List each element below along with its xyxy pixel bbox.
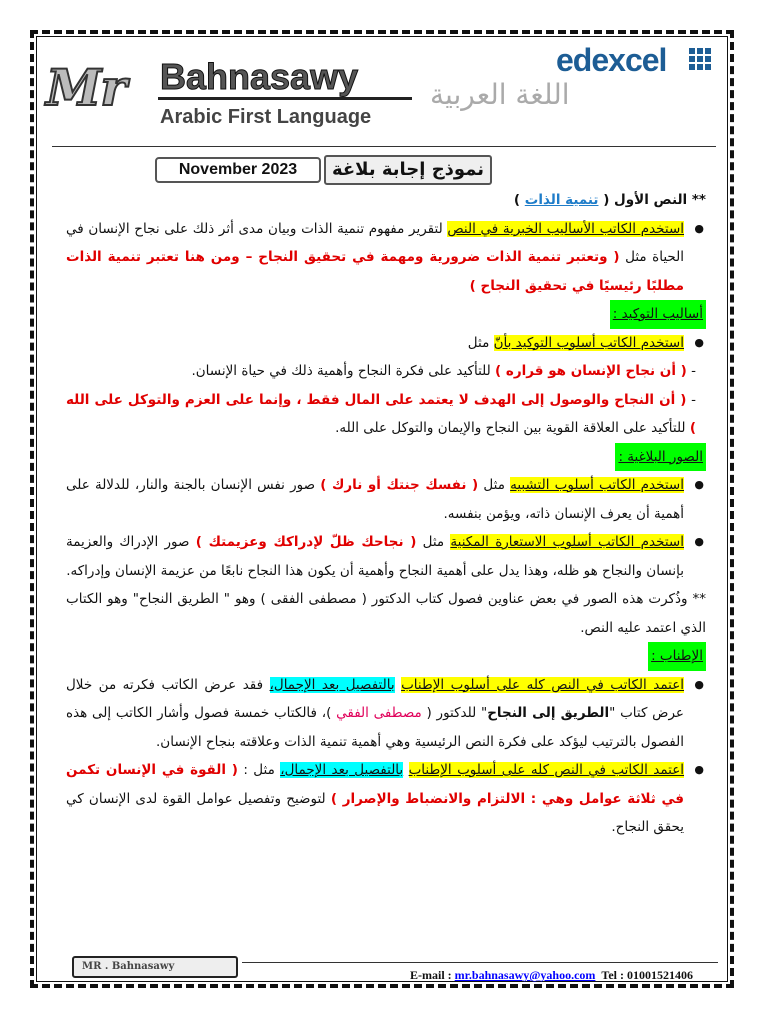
note-paragraph: ** وذُكرت هذه الصور في بعض عناوين فصول كتاب الدكتور ( مصطفى الفقى ) وهو " الطريق النجاح" وهو الكتاب الذي اعتمد عليه النص. (66, 591, 706, 636)
list-item: ● استخدم الكاتب أسلوب التوكيد بأنّ مثل (66, 329, 706, 358)
section-label: أساليب التوكيد : (610, 300, 706, 329)
heading-topic: تنمية الذات (524, 192, 599, 208)
section-label: الصور البلاغية : (615, 443, 706, 472)
list-item: - ( أن النجاح والوصول إلى الهدف لا يعتمد على المال فقط ، وإنما على العزم والتوكل على الله ) للتأكيد على العلاقة القوية بين النجاح والإيمان والتوكل على الله. (66, 391, 696, 436)
list-item: ● اعتمد الكاتب في النص كله على أسلوب الإطناب بالتفصيل بعد الإجمال، فقد عرض الكاتب فكرته من خلال عرض كتاب "الطريق إلى النجاح" للدكتور ( مصطفى الفقي )، فالكتاب خمسة فصول وأشار الكاتب إلى هذه الفصول بالترتيب ليؤكد على فكرة النص الرئيسية وهي أهمية تنمية الذات وعلاقته بنجاح الإنسان. (66, 671, 706, 757)
list-item: ● استخدم الكاتب الأساليب الخبرية في النص لتقرير مفهوم تنمية الذات وبيان مدى أثر ذلك على نجاح الإنسان في الحياة مثل ( وتعتبر تنمية الذات ضرورية ومهمة في تحقيق النجاح – ومن هنا تعتبر تنمية الذات مطلبًا رئيسيًا في تحقيق النجاح ) (66, 215, 706, 301)
logo-mr: Mr (46, 58, 126, 117)
section-heading: ** النص الأول ( تنمية الذات ) (513, 192, 706, 208)
phone-text: Tel : 01001521406 (601, 968, 693, 982)
list-item: ● استخدم الكاتب أسلوب الاستعارة المكنية مثل ( نجاحك ظلّ لإدراكك وعزيمتك ) صور الإدراك والعزيمة بإنسان والنجاح هو ظله، وهذا يدل على أهمية النجاح وأهمية أن يكون هذا النجاح نابعًا من عزيمة الإنسان وإدراكه. (66, 528, 706, 585)
section-label: الإطناب : (648, 642, 706, 671)
list-item: ● اعتمد الكاتب في النص كله على أسلوب الإطناب بالتفصيل بعد الإجمال، مثل : ( القوة في الإنسان تكمن في ثلاثة عوامل وهي : الالتزام والانضباط والإصرار ) لتوضيح وتفصيل عوامل القوة لدى الإنسان كي يحقق النجاح. (66, 756, 706, 842)
date-label: November 2023 (155, 157, 321, 183)
footer-divider (242, 962, 718, 963)
list-item: ● استخدم الكاتب أسلوب التشبيه مثل ( نفسك جنتك أو نارك ) صور نفس الإنسان بالجنة والنار، للدلالة على أهمية أن يعرف الإنسان ذاته، ويؤمن بنفسه. (66, 471, 706, 528)
logo-name: Bahnasawy (160, 56, 359, 97)
logo-divider (158, 97, 412, 100)
footer-badge: MR . Bahnasawy (72, 956, 238, 978)
page-title: نموذج إجابة بلاغة (324, 155, 492, 185)
arabic-title: اللغة العربية (430, 78, 570, 111)
footer-contact: E-mail : mr.bahnasawy@yahoo.com Tel : 01001521406 (410, 968, 693, 982)
edexcel-grid-icon (689, 48, 711, 70)
email-link[interactable]: mr.bahnasawy@yahoo.com (454, 968, 596, 982)
edexcel-logo: edexcel (556, 42, 667, 78)
list-item: - ( أن نجاح الإنسان هو قراره ) للتأكيد على فكرة النجاح وأهمية ذلك في حياة الإنسان. (191, 363, 696, 379)
logo-subtitle: Arabic First Language (160, 106, 372, 128)
document-body (66, 186, 706, 842)
header-divider (52, 146, 716, 147)
